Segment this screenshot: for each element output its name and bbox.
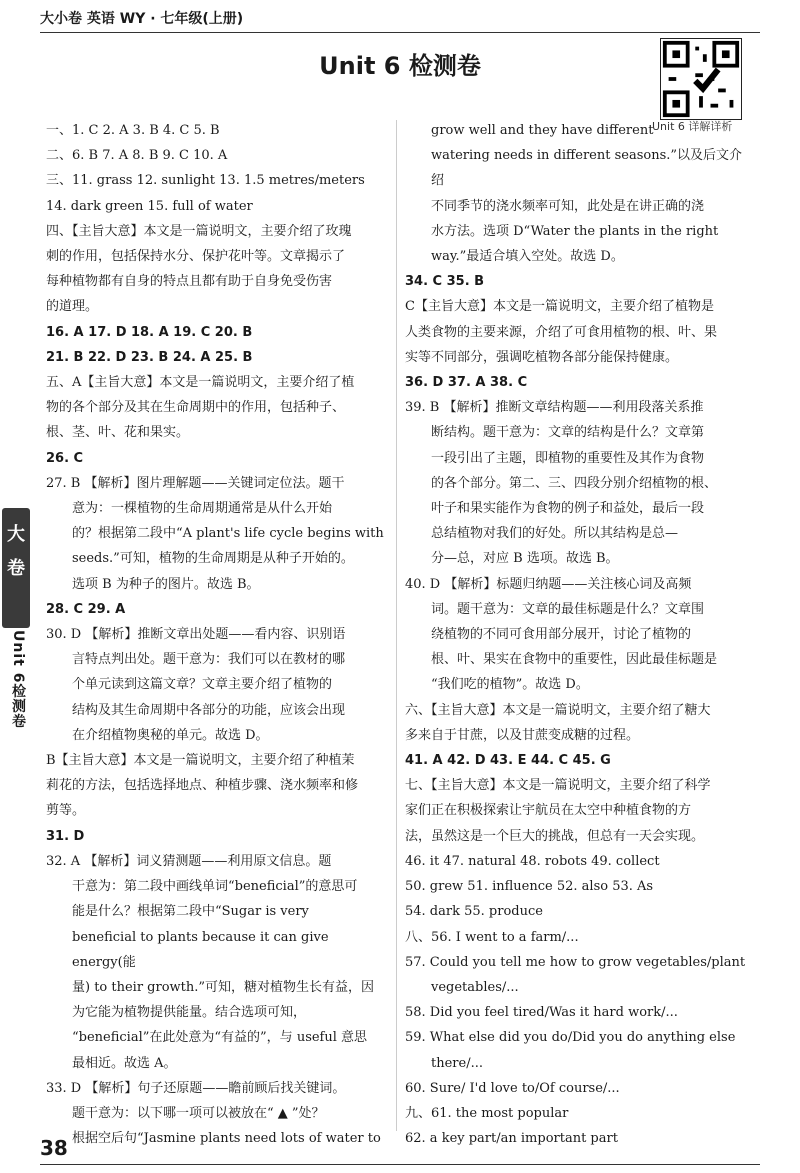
answer-line: 二、6. B 7. A 8. B 9. C 10. A — [46, 148, 228, 164]
answer-line: 实等不同部分，强调吃植物各部分能保持健康。 — [405, 349, 679, 365]
answer-line: 总结植物对我们的好处。所以其结构是总— — [431, 526, 679, 542]
answer-line: 干意为：第二段中画线单词“beneficial”的意思可 — [72, 879, 358, 895]
page-rule — [40, 1164, 760, 1165]
answer-line: 的各个部分。第二、三、四段分别介绍植物的根、 — [431, 475, 718, 491]
answer-line: way.”最适合填入空处。故选 D。 — [431, 249, 624, 265]
answer-line: 62. a key part/an important part — [405, 1131, 618, 1147]
answer-line: C【主旨大意】本文是一篇说明文，主要介绍了植物是 — [405, 299, 714, 315]
answer-line: 36. D 37. A 38. C — [405, 375, 528, 391]
answer-line: B【主旨大意】本文是一篇说明文，主要介绍了种植茉 — [46, 753, 355, 769]
answer-line: 分—总，对应 B 选项。故选 B。 — [431, 551, 619, 567]
answer-line: 三、11. grass 12. sunlight 13. 1.5 metres/meters — [46, 173, 365, 189]
answer-line: 九、61. the most popular — [405, 1105, 569, 1121]
answer-line: 34. C 35. B — [405, 274, 485, 290]
answer-line: 30. D 【解析】推断文章出处题——看内容、识别语 — [46, 627, 346, 643]
book-header: 大小卷 英语 WY · 七年级(上册) — [40, 11, 244, 27]
answer-line: 一、1. C 2. A 3. B 4. C 5. B — [46, 123, 220, 138]
page-title: Unit 6 检测卷 — [319, 52, 481, 80]
answer-line: 26. C — [46, 450, 84, 466]
answer-line: 的？根据第二段中“A plant's life cycle begins with — [72, 526, 384, 542]
answer-line: 33. D 【解析】句子还原题——瞻前顾后找关键词。 — [46, 1080, 346, 1096]
answer-line: 莉花的方法，包括选择地点、种植步骤、浇水频率和修 — [46, 778, 359, 794]
answer-line: 32. A 【解析】词义猜测题——利用原文信息。题 — [46, 853, 332, 869]
answer-line: 57. Could you tell me how to grow vegetables/plant — [405, 954, 746, 970]
answer-line: 根、叶、果实在食物中的重要性，因此最佳标题是 — [431, 652, 718, 668]
answer-line: 物的各个部分及其在生命周期中的作用，包括种子、 — [46, 400, 346, 416]
answer-line: there/... — [431, 1055, 483, 1071]
answer-line: 八、56. I went to a farm/... — [405, 929, 579, 945]
answer-line: 21. B 22. D 23. B 24. A 25. B — [46, 349, 253, 365]
answer-line: 28. C 29. A — [46, 601, 126, 617]
answer-line: grow well and they have different — [431, 123, 654, 138]
page-number: 38 — [40, 1136, 68, 1160]
answer-line: 意为：一棵植物的生命周期通常是从什么开始 — [72, 501, 333, 517]
answer-line: 断结构。题干意为：文章的结构是什么？文章第 — [431, 425, 705, 441]
header-rule — [40, 32, 760, 33]
answer-line: 46. it 47. natural 48. robots 49. collect — [405, 853, 660, 869]
answer-line: 一段引出了主题，即植物的重要性及其作为食物 — [431, 450, 705, 466]
answer-line: 54. dark 55. produce — [405, 904, 543, 920]
qr-code[interactable] — [660, 38, 742, 120]
answer-line: 58. Did you feel tired/Was it hard work/... — [405, 1005, 678, 1021]
answer-line: 14. dark green 15. full of water — [46, 198, 253, 214]
left-column — [46, 118, 396, 1151]
answer-line: 人类食物的主要来源，介绍了可食用植物的根、叶、果 — [405, 324, 718, 340]
answer-line: 家们正在积极探索让宇航员在太空中种植食物的方 — [405, 803, 692, 819]
qr-caption: Unit 6 详解详析 — [652, 120, 733, 133]
answer-line: 题干意为：以下哪一项可以被放在“ ▲ ”处？ — [72, 1105, 325, 1121]
answer-line: 50. grew 51. influence 52. also 53. As — [405, 879, 654, 895]
answer-line: 叶子和果实能作为食物的例子和益处，最后一段 — [431, 501, 705, 517]
answer-line: 59. What else did you do/Did you do anything else — [405, 1030, 736, 1046]
answer-line: 四、【主旨大意】本文是一篇说明文，主要介绍了玫瑰 — [46, 223, 352, 239]
answer-line: 水方法。选项 D“Water the plants in the right — [431, 223, 719, 239]
answer-line: 选项 B 为种子的图片。故选 B。 — [72, 576, 260, 592]
answer-line: 39. B 【解析】推断文章结构题——利用段落关系推 — [405, 400, 704, 416]
answer-line: “我们吃的植物”。故选 D。 — [431, 677, 589, 693]
answer-line: 根、茎、叶、花和果实。 — [46, 425, 190, 441]
side-label: Unit 6检测卷 — [10, 630, 26, 729]
answer-line: 根据空后句“Jasmine plants need lots of water to — [72, 1131, 381, 1147]
column-divider — [396, 120, 397, 1131]
answer-line: 27. B 【解析】图片理解题——关键词定位法。题干 — [46, 475, 345, 491]
answer-line: 量) to their growth.”可知，糖对植物生长有益，因 — [72, 979, 375, 995]
answer-line: 的道理。 — [46, 299, 99, 315]
answer-line: 每种植物都有自身的特点且都有助于自身免受伤害 — [46, 274, 333, 290]
answer-line: 五、A【主旨大意】本文是一篇说明文，主要介绍了植 — [46, 375, 355, 391]
answer-line: 六、【主旨大意】本文是一篇说明文，主要介绍了糖大 — [405, 702, 711, 718]
answer-line: 31. D — [46, 828, 85, 844]
answer-line: 不同季节的浇水频率可知，此处是在讲正确的浇 — [431, 198, 705, 214]
answer-line: watering needs in different seasons.”以及后文介绍 — [431, 148, 743, 189]
answer-line: 41. A 42. D 43. E 44. C 45. G — [405, 753, 611, 769]
answer-line: 绕植物的不同可食用部分展开，讨论了植物的 — [431, 627, 692, 643]
answer-line: 七、【主旨大意】本文是一篇说明文，主要介绍了科学 — [405, 778, 711, 794]
answer-line: “beneficial”在此处意为“有益的”，与 useful 意思 — [72, 1030, 368, 1046]
answer-line: 法，虽然这是一个巨大的挑战，但总有一天会实现。 — [405, 828, 705, 844]
answer-line: 词。题干意为：文章的最佳标题是什么？文章围 — [431, 601, 705, 617]
answer-line: seeds.”可知，植物的生命周期是从种子开始的。 — [72, 551, 354, 567]
answer-line: 能是什么？根据第二段中“Sugar is very — [72, 904, 309, 920]
answer-line: 16. A 17. D 18. A 19. C 20. B — [46, 324, 253, 340]
answer-line: 最相近。故选 A。 — [72, 1055, 177, 1071]
answer-line: 多来自于甘蔗，以及甘蔗变成糖的过程。 — [405, 727, 640, 743]
answer-line: 刺的作用，包括保持水分、保护花叶等。文章揭示了 — [46, 249, 346, 265]
right-column — [405, 118, 755, 1151]
answer-line: 60. Sure/ I'd love to/Of course/... — [405, 1080, 620, 1096]
answer-line: 个单元读到这篇文章？文章主要介绍了植物的 — [72, 677, 333, 693]
answer-line: beneficial to plants because it can give energy(能 — [72, 929, 329, 970]
answer-line: 言特点判出处。题干意为：我们可以在教材的哪 — [72, 652, 346, 668]
side-tab: 大卷 — [2, 508, 30, 628]
qr-code-icon — [661, 39, 741, 119]
answer-line: vegetables/... — [431, 979, 519, 995]
answer-line: 在介绍植物奥秘的单元。故选 D。 — [72, 727, 269, 743]
answer-line: 40. D 【解析】标题归纳题——关注核心词及高频 — [405, 576, 692, 592]
answer-line: 剪等。 — [46, 803, 86, 819]
answer-line: 为它能为植物提供能量。结合选项可知， — [72, 1005, 307, 1021]
answer-line: 结构及其生命周期中各部分的功能，应该会出现 — [72, 702, 346, 718]
